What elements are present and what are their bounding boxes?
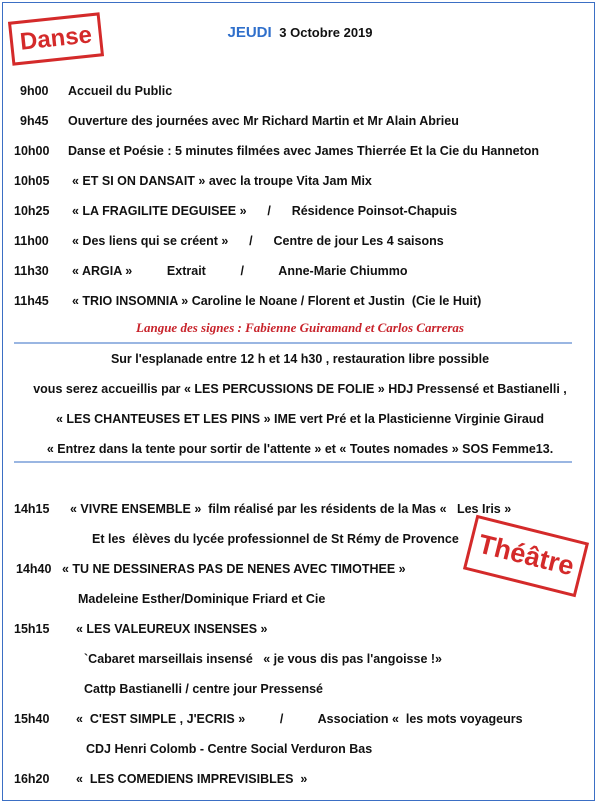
schedule-entry: Ouverture des journées avec Mr Richard Martin et Mr Alain Abrieu bbox=[68, 114, 459, 128]
time-label: 9h45 bbox=[20, 114, 49, 128]
time-label: 11h00 bbox=[14, 234, 49, 248]
time-label: 10h25 bbox=[14, 204, 50, 218]
time-label: 11h30 bbox=[14, 264, 49, 278]
midday-line: vous serez accueillis par « LES PERCUSSIONS DE FOLIE » HDJ Pressensé et Bastianelli , bbox=[33, 382, 567, 396]
time-label: 14h15 bbox=[14, 502, 50, 516]
danse-stamp: Danse bbox=[8, 12, 104, 65]
schedule-entry: « LES VALEUREUX INSENSES » bbox=[76, 622, 268, 636]
schedule-entry: « ARGIA » Extrait / Anne-Marie Chiummo bbox=[72, 264, 408, 278]
divider bbox=[14, 461, 572, 463]
date-label: 3 Octobre 2019 bbox=[279, 25, 373, 40]
time-label: 15h40 bbox=[14, 712, 50, 726]
page-header bbox=[0, 24, 600, 41]
time-label: 9h00 bbox=[20, 84, 49, 98]
schedule-detail: Madeleine Esther/Dominique Friard et Cie bbox=[78, 592, 326, 606]
schedule-detail: Et les élèves du lycée professionnel de St Rémy de Provence bbox=[92, 532, 459, 546]
time-label: 14h40 bbox=[16, 562, 52, 576]
schedule-entry: « Des liens qui se créent » / Centre de jour Les 4 saisons bbox=[72, 234, 444, 248]
midday-line: Sur l'esplanade entre 12 h et 14 h30 , restauration libre possible bbox=[110, 352, 490, 366]
time-label: 16h20 bbox=[14, 772, 50, 786]
schedule-detail: CDJ Henri Colomb - Centre Social Verduron Bas bbox=[86, 742, 373, 756]
theatre-stamp: Théâtre bbox=[463, 515, 589, 597]
time-label: 10h00 bbox=[14, 144, 50, 158]
schedule-entry: « TRIO INSOMNIA » Caroline le Noane / Florent et Justin (Cie le Huit) bbox=[72, 294, 482, 308]
divider bbox=[14, 342, 572, 344]
schedule-entry: « LA FRAGILITE DEGUISEE » / Résidence Poinsot-Chapuis bbox=[72, 204, 458, 218]
schedule-entry: « LES COMEDIENS IMPREVISIBLES » bbox=[76, 772, 308, 786]
schedule-entry: « TU NE DESSINERAS PAS DE NENES AVEC TIMOTHEE » bbox=[62, 562, 406, 576]
midday-line: « LES CHANTEUSES ET LES PINS » IME vert Pré et la Plasticienne Virginie Giraud bbox=[55, 412, 545, 426]
time-label: 15h15 bbox=[14, 622, 50, 636]
schedule-entry: « VIVRE ENSEMBLE » film réalisé par les résidents de la Mas « Les Iris » bbox=[70, 502, 512, 516]
schedule-entry: Accueil du Public bbox=[68, 84, 173, 98]
schedule-detail: `Cabaret marseillais insensé « je vous dis pas l'angoisse !» bbox=[84, 652, 442, 666]
day-label: JEUDI bbox=[227, 24, 272, 41]
schedule-entry: « ET SI ON DANSAIT » avec la troupe Vita Jam Mix bbox=[72, 174, 372, 188]
schedule-detail: Cattp Bastianelli / centre jour Pressensé bbox=[84, 682, 323, 696]
schedule-entry: Danse et Poésie : 5 minutes filmées avec James Thierrée Et la Cie du Hanneton bbox=[68, 144, 540, 158]
time-label: 11h45 bbox=[14, 294, 49, 308]
sign-language-note: Langue des signes : Fabienne Guiramand et Carlos Carreras bbox=[136, 320, 464, 335]
midday-line: « Entrez dans la tente pour sortir de l'attente » et « Toutes nomades » SOS Femme13. bbox=[46, 442, 554, 456]
schedule-entry: « C'EST SIMPLE , J'ECRIS » / Association « les mots voyageurs bbox=[76, 712, 523, 726]
time-label: 10h05 bbox=[14, 174, 50, 188]
